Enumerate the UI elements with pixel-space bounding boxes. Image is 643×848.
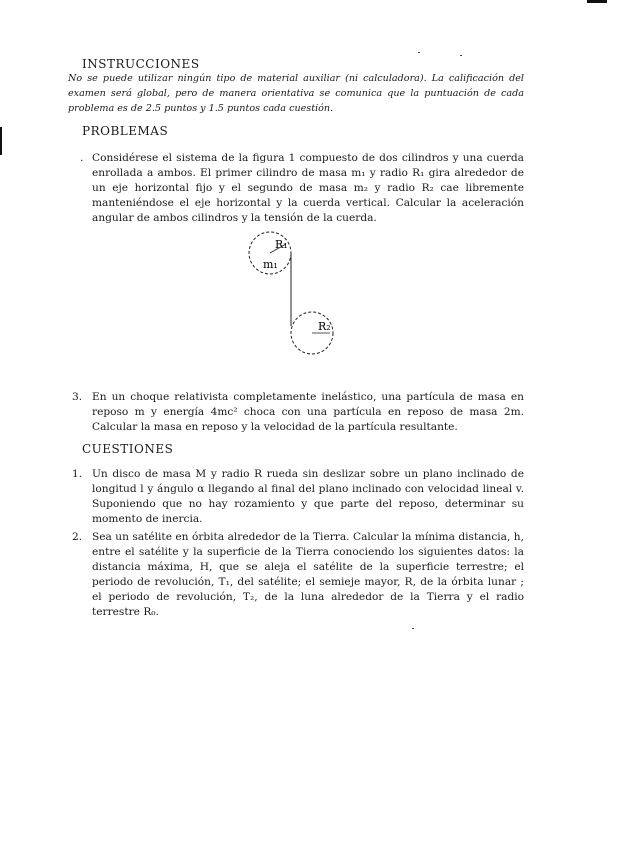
- problema-text: Considérese el sistema de la figura 1 compuesto de dos cilindros y una cuerda enrollada a ambos. El primer cilindro de masa m₁ y radio R₁ gira alrededor de un eje horizontal fijo y el segundo de masa m₂ y radio R₂ cae libremente manteniéndose el eje horizontal y la cuerda vertical. Calcular la aceleración angular de ambos cilindros y la tensión de la cuerda.: [92, 152, 524, 224]
- cuestion-text: Sea un satélite en órbita alrededor de la Tierra. Calcular la mínima distancia, h, entre el satélite y la superficie de la Tierra conociendo los siguientes datos: la distancia máxima, H, que se aleja el satélite de la superficie terrestre; el periodo de revolución, T₁, del satélite; el semieje mayor, R, de la órbita lunar ; el periodo de revolución, T₂, de la luna alrededor de la Tierra y el radio terrestre R₀.: [92, 531, 524, 618]
- label-r1: R₁: [275, 238, 288, 251]
- scan-speck: [412, 628, 414, 629]
- instrucciones-text: No se puede utilizar ningún tipo de material auxiliar (ni calculadora). La calificación del examen será global, pero de manera orientativa se comunica que la puntuación de cada problema es de 2.5 puntos y 1.5 puntos cada cuestión.: [68, 73, 524, 114]
- cuestion-text: Un disco de masa M y radio R rueda sin deslizar sobre un plano inclinado de longitud l y ángulo α llegando al final del plano inclinado con velocidad lineal v. Suponiendo que no hay rozamiento y que parte del reposo, determinar su momento de inercia.: [92, 468, 524, 525]
- cuestion-number: 1.: [72, 468, 83, 480]
- scan-mark-left-edge: [0, 127, 2, 155]
- label-r2: R₂: [318, 320, 331, 333]
- problema-number: .: [80, 152, 84, 164]
- scan-mark-top-right: [587, 0, 607, 3]
- instrucciones-heading: INSTRUCCIONES: [82, 57, 200, 71]
- cuestiones-heading: CUESTIONES: [82, 442, 174, 456]
- cuestion-number: 2.: [72, 531, 83, 543]
- problema-number: 3.: [72, 391, 83, 403]
- label-m1: m₁: [263, 258, 278, 271]
- scan-speck: [418, 52, 420, 53]
- problemas-heading: PROBLEMAS: [82, 124, 169, 138]
- problema-text: En un choque relativista completamente inelástico, una partícula de masa en reposo m y energía 4mc² choca con una partícula en reposo de masa 2m. Calcular la masa en reposo y la velocidad de la partícula resultante.: [92, 391, 524, 433]
- scan-speck: [460, 55, 462, 56]
- figure-cylinders: [230, 228, 350, 368]
